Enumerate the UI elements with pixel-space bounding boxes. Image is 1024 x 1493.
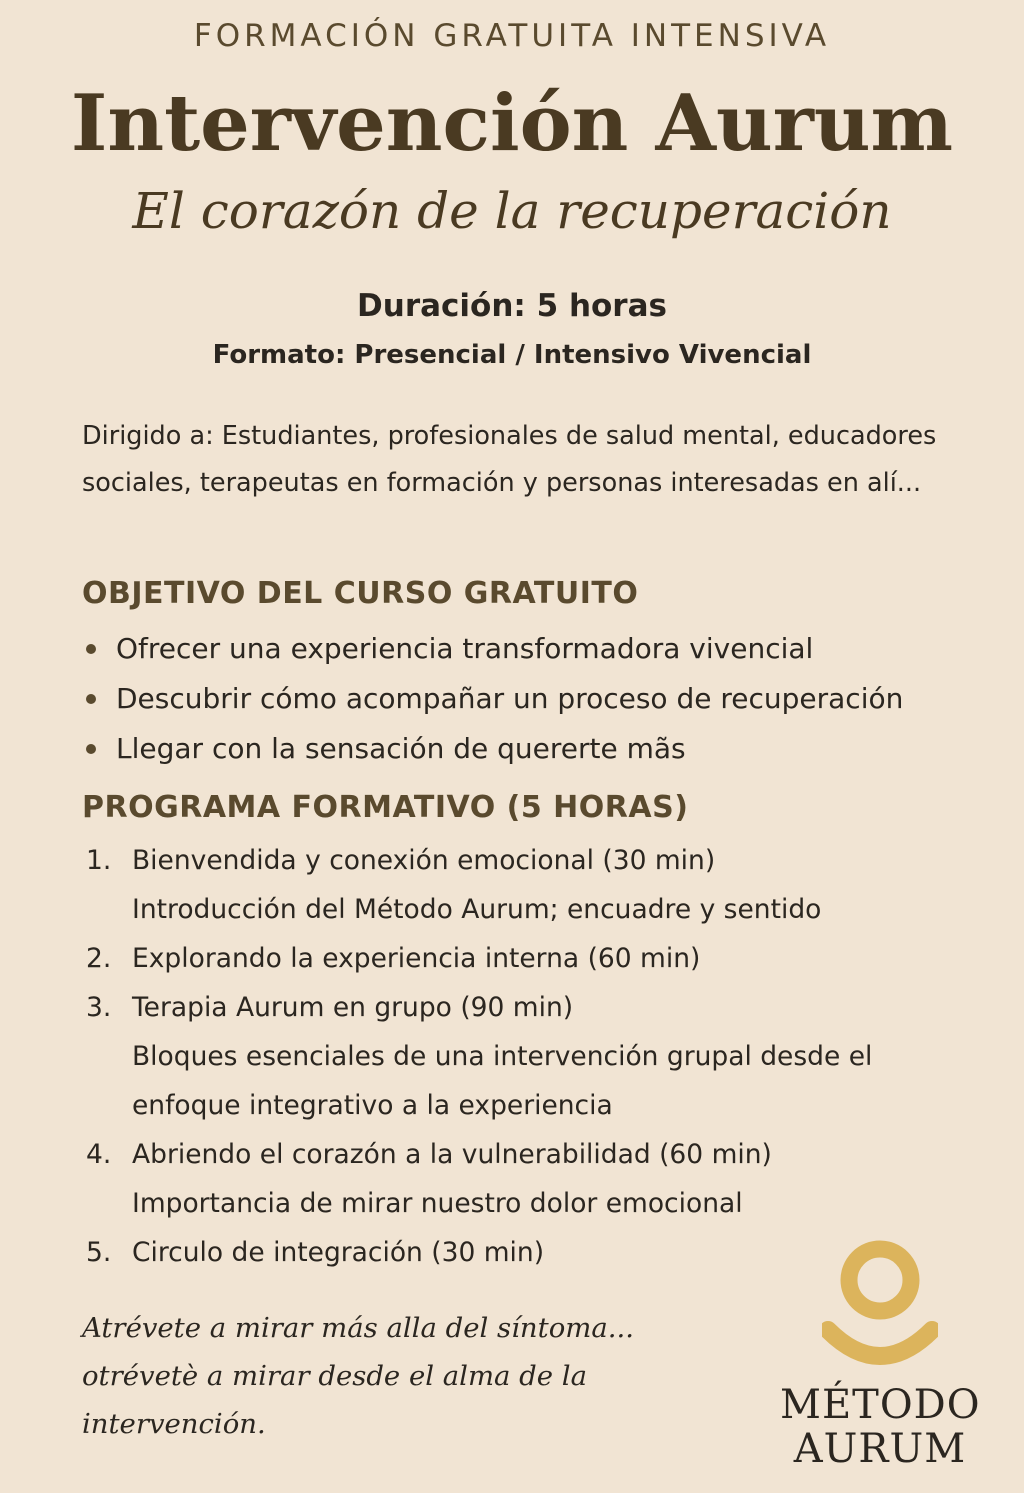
program-item bbox=[86, 836, 972, 934]
audience-text: Dirigido a: Estudiantes, profesionales de salud mental, educadores sociales, terapeutas en formación y personas interesadas en alí... bbox=[82, 421, 937, 498]
program-item-description: Introducción del Método Aurum; encuadre y sentido bbox=[132, 894, 822, 925]
objective-item-text: Llegar con la sensación de quererte mãs bbox=[116, 732, 686, 765]
page-title: Intervención Aurum bbox=[70, 78, 954, 169]
program-item-title: Bienvendida y conexión emocional (30 min) bbox=[132, 845, 716, 876]
program-item-title: Circulo de integración (30 min) bbox=[132, 1237, 545, 1268]
closing-quote: Atrévete a mirar más alla del síntoma... otrévetè a mirar desde el alma de la intervención. bbox=[82, 1312, 634, 1440]
bullet-dot-icon bbox=[86, 744, 96, 754]
bullet-dot-icon bbox=[86, 694, 96, 704]
program-item bbox=[86, 983, 972, 1130]
format-text: Formato: Presencial / Intensivo Vivencial bbox=[212, 340, 812, 370]
program-item-number: 5. bbox=[86, 1237, 112, 1268]
objective-item bbox=[84, 624, 903, 674]
program-item bbox=[86, 1130, 972, 1228]
brand-name-line-2: AURUM bbox=[793, 1426, 967, 1472]
program-heading: PROGRAMA FORMATIVO (5 HORAS) bbox=[82, 790, 689, 825]
program-item-description: Importancia de mirar nuestro dolor emocional bbox=[132, 1188, 743, 1219]
brand-name-line-1: MÉTODO bbox=[780, 1382, 981, 1428]
objective-item-text: Ofrecer una experiencia transformadora vivencial bbox=[116, 632, 814, 665]
objective-item bbox=[84, 724, 903, 774]
brand-logo bbox=[780, 1232, 980, 1482]
page-subtitle: El corazón de la recuperación bbox=[132, 182, 892, 240]
objective-heading: OBJETIVO DEL CURSO GRATUITO bbox=[82, 576, 639, 611]
bullet-dot-icon bbox=[86, 644, 96, 654]
program-item-number: 2. bbox=[86, 943, 112, 974]
duration-text: Duración: 5 horas bbox=[357, 288, 667, 324]
program-item-number: 1. bbox=[86, 845, 112, 876]
program-item bbox=[86, 934, 972, 983]
program-item-description: Bloques esenciales de una intervención grupal desde el enfoque integrativo a la experiencia bbox=[132, 1041, 873, 1121]
objective-list bbox=[84, 624, 903, 774]
program-item-number: 4. bbox=[86, 1139, 112, 1170]
eyebrow-label: FORMACIÓN GRATUITA INTENSIVA bbox=[193, 18, 831, 54]
objective-item bbox=[84, 674, 903, 724]
program-item-title: Abriendo el corazón a la vulnerabilidad (60 min) bbox=[132, 1139, 772, 1170]
program-item-title: Explorando la experiencia interna (60 min) bbox=[132, 943, 701, 974]
objective-item-text: Descubrir cómo acompañar un proceso de recuperación bbox=[116, 682, 904, 715]
program-item-title: Terapia Aurum en grupo (90 min) bbox=[132, 992, 574, 1023]
person-circle-icon bbox=[822, 1232, 938, 1372]
program-list bbox=[86, 836, 972, 1277]
program-item-number: 3. bbox=[86, 992, 112, 1023]
